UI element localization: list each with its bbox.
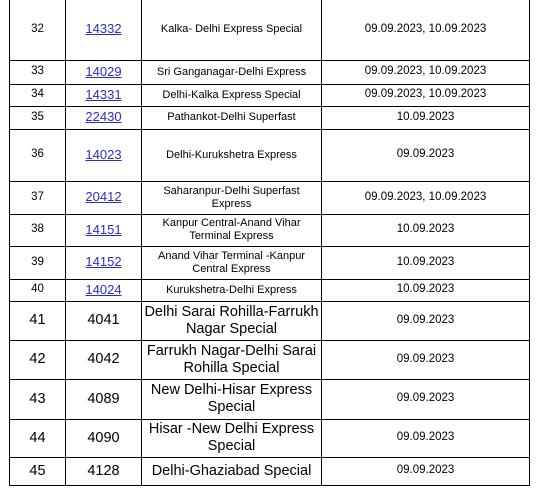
train-name: Kurukshetra-Delhi Express [142, 279, 322, 301]
train-name: Delhi-Ghaziabad Special [142, 457, 322, 485]
serial-number: 40 [10, 279, 66, 301]
train-number: 4089 [66, 379, 142, 419]
run-dates: 10.09.2023 [322, 279, 530, 301]
train-number-cell [66, 246, 142, 279]
serial-number: 38 [10, 214, 66, 246]
train-table-container [9, 0, 529, 486]
train-name: Delhi-Kurukshetra Express [142, 129, 322, 181]
train-number-cell [66, 129, 142, 181]
run-dates: 10.09.2023 [322, 214, 530, 246]
run-dates: 09.09.2023 [322, 419, 530, 457]
train-number-link[interactable]: 14331 [85, 86, 122, 102]
train-number-cell [66, 214, 142, 246]
train-number-link[interactable]: 14023 [85, 146, 122, 162]
run-dates: 09.09.2023 [322, 379, 530, 419]
train-number-cell [66, 106, 142, 129]
serial-number: 34 [10, 84, 66, 106]
table-row [10, 246, 530, 279]
train-number-cell [66, 0, 142, 60]
run-dates: 09.09.2023, 10.09.2023 [322, 181, 530, 214]
train-number-link[interactable]: 14151 [85, 221, 122, 237]
train-number-link[interactable]: 14029 [85, 63, 122, 79]
train-name: Saharanpur-Delhi Superfast Express [142, 181, 322, 214]
train-number-link[interactable]: 14152 [85, 254, 122, 270]
train-number: 4090 [66, 419, 142, 457]
train-number-cell [66, 84, 142, 106]
serial-number: 42 [10, 340, 66, 379]
serial-number: 43 [10, 379, 66, 419]
run-dates: 09.09.2023 [322, 129, 530, 181]
table-row [10, 419, 530, 457]
run-dates: 09.09.2023 [322, 340, 530, 379]
train-number-link[interactable]: 14024 [85, 281, 122, 297]
run-dates: 09.09.2023 [322, 457, 530, 485]
serial-number: 39 [10, 246, 66, 279]
train-number-cell [66, 181, 142, 214]
serial-number: 35 [10, 106, 66, 129]
serial-number: 37 [10, 181, 66, 214]
run-dates: 09.09.2023, 10.09.2023 [322, 84, 530, 106]
train-number-cell [66, 279, 142, 301]
table-row [10, 340, 530, 379]
run-dates: 10.09.2023 [322, 106, 530, 129]
train-name: Delhi-Kalka Express Special [142, 84, 322, 106]
train-name: New Delhi-Hisar Express Special [142, 379, 322, 419]
table-row [10, 84, 530, 106]
serial-number: 32 [10, 0, 66, 60]
table-row [10, 457, 530, 485]
train-name: Delhi Sarai Rohilla-Farrukh Nagar Special [142, 301, 322, 340]
table-row [10, 214, 530, 246]
run-dates: 10.09.2023 [322, 246, 530, 279]
train-number: 4042 [66, 340, 142, 379]
train-name: Anand Vihar Terminal -Kanpur Central Express [142, 246, 322, 279]
run-dates: 09.09.2023, 10.09.2023 [322, 60, 530, 84]
table-row [10, 0, 530, 60]
table-row [10, 279, 530, 301]
table-row [10, 301, 530, 340]
train-name: Sri Ganganagar-Delhi Express [142, 60, 322, 84]
serial-number: 44 [10, 419, 66, 457]
serial-number: 33 [10, 60, 66, 84]
train-number-link[interactable]: 14332 [85, 21, 122, 37]
serial-number: 36 [10, 129, 66, 181]
serial-number: 41 [10, 301, 66, 340]
train-schedule-table [9, 0, 530, 486]
table-row [10, 129, 530, 181]
train-name: Kalka- Delhi Express Special [142, 0, 322, 60]
table-row [10, 379, 530, 419]
table-row [10, 106, 530, 129]
run-dates: 09.09.2023, 10.09.2023 [322, 0, 530, 60]
train-number-cell [66, 60, 142, 84]
run-dates: 09.09.2023 [322, 301, 530, 340]
table-row [10, 60, 530, 84]
train-number: 4041 [66, 301, 142, 340]
train-name: Kanpur Central-Anand Vihar Terminal Express [142, 214, 322, 246]
train-number-link[interactable]: 22430 [85, 109, 122, 125]
train-name: Farrukh Nagar-Delhi Sarai Rohilla Special [142, 340, 322, 379]
serial-number: 45 [10, 457, 66, 485]
train-name: Pathankot-Delhi Superfast [142, 106, 322, 129]
table-row [10, 181, 530, 214]
train-name: Hisar -New Delhi Express Special [142, 419, 322, 457]
train-number-link[interactable]: 20412 [85, 189, 122, 205]
train-number: 4128 [66, 457, 142, 485]
